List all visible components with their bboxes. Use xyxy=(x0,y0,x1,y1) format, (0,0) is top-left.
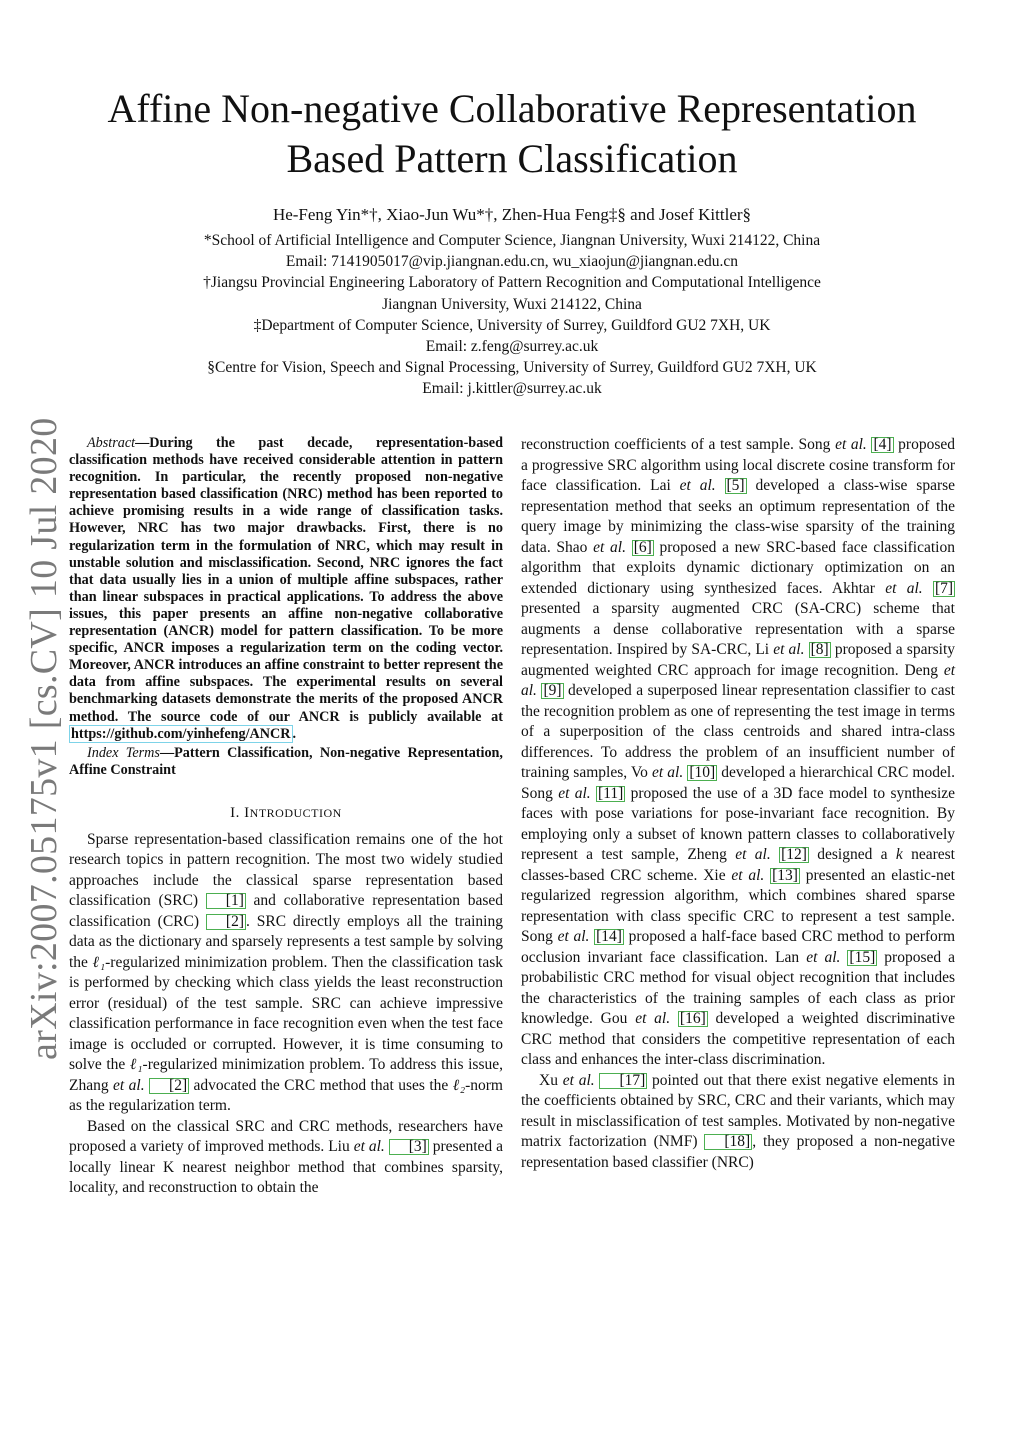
index-terms-text: Pattern Classification, Non-negative Representation, Affine Constraint xyxy=(69,744,503,778)
affiliation-line: †Jiangsu Provincial Engineering Laboratory of Pattern Recognition and Computational Intelligence xyxy=(203,274,821,292)
text-run: Xu xyxy=(539,1071,563,1089)
index-terms: Index Terms—Pattern Classification, Non-negative Representation, Affine Constraint xyxy=(69,744,503,778)
et-al: et al. xyxy=(558,784,591,802)
affiliation-email: Email: j.kittler@surrey.ac.uk xyxy=(422,380,602,398)
et-al: et al. xyxy=(652,764,684,781)
citation-link[interactable]: [4] xyxy=(873,436,892,453)
citation-link[interactable]: [2] xyxy=(149,1078,189,1094)
text-run xyxy=(840,949,847,966)
et-al: et al. xyxy=(521,661,955,699)
text-run: , they proposed a non-negative representation based classifier (NRC) xyxy=(521,1133,955,1171)
et-al: et al. xyxy=(593,538,626,556)
affiliation-line: ‡Department of Computer Science, University of Surrey, Guildford GU2 7XH, UK xyxy=(253,316,771,334)
citation-link[interactable]: [1] xyxy=(206,893,246,909)
k-variable: k xyxy=(895,846,903,863)
text-run: developed a hierarchical CRC model. Song xyxy=(521,764,956,802)
l2-symbol: ℓ₂ xyxy=(452,1076,466,1094)
citation-link[interactable]: [14] xyxy=(596,928,622,945)
text-run: reconstruction coefficients of a test sample. Song xyxy=(521,436,836,453)
citation-link[interactable]: [15] xyxy=(849,948,876,966)
citation-link[interactable]: [18] xyxy=(704,1134,752,1150)
text-run xyxy=(716,477,725,494)
text-run: developed a class-wise sparse representation method that seeks an optimum representation of the query image by minimizing the class-wise sparsity of the training data. Shao xyxy=(521,477,956,556)
citation-link[interactable]: [10] xyxy=(689,764,716,781)
citation-link[interactable]: [12] xyxy=(781,846,807,863)
affiliations xyxy=(0,230,1024,400)
et-al: et al. xyxy=(806,948,841,966)
l1-symbol: ℓ₁ xyxy=(92,953,106,971)
et-al: et al. xyxy=(679,477,716,494)
source-code-link[interactable]: https://github.com/yinhefeng/ANCR xyxy=(71,725,291,742)
section-heading-introduction: I. INTRODUCTION xyxy=(230,804,342,821)
text-run: nearest classes-based CRC scheme. Xie xyxy=(521,846,955,884)
text-run: developed a weighted discriminative CRC method that considers the competitive representation of each class and enhances the inter-class discrimination. xyxy=(521,1010,956,1068)
right-column xyxy=(521,435,955,1173)
citation-link[interactable]: [8] xyxy=(810,641,829,658)
intro-paragraph-2: Based on the classical SRC and CRC methods, researchers have proposed a variety of improved methods. Liu et al. [3] presented a locally linear K nearest neighbor method that combines sparsity, locality, and reconstruction to obtain the xyxy=(69,1117,503,1197)
arxiv-identifier-stamp: arXiv:2007.05175v1 [cs.CV] 10 Jul 2020 xyxy=(23,417,65,1060)
text-run: proposed a new SRC-based face classification algorithm that exploits dynamic dictionary optimization on an extended dictionary using synthesized faces. Akhtar xyxy=(521,538,955,597)
text-run: proposed a sparsity augmented weighted CRC approach for image recognition. Deng xyxy=(521,641,956,679)
text-run: presented a sparsity augmented CRC (SA-CRC) scheme that augments a dense collaborative representation with a sparse representation. Inspired by SA-CRC, Li xyxy=(521,600,955,658)
intro-paragraph-1: Sparse representation-based classification remains one of the hot research topics in pattern recognition. The most two widely studied approaches include the classical sparse representation based classification (SRC) [1] and collaborative representation based classification (CRC) [2] . SRC directly employs all the training data as the dictionary and sparsely represents a test sample by solving the ℓ₁-regularized minimization problem. Then the classification task is performed by checking which class yields the least reconstruction error (residual) of the test sample. SRC can achieve impressive classification performance in face recognition even when the test face image is occluded or corrupted. However, it is time consuming to solve the ℓ₁-regularized minimization problem. To address this issue, Zhang et al. [2] advocated the CRC method that uses the ℓ₂-norm as the regularization term. xyxy=(69,830,503,1115)
text-run: proposed a progressive SRC algorithm using local discrete cosine transform for face classification. Lai xyxy=(521,436,955,494)
text-run: proposed a probabilistic CRC method for visual object recognition that includes the characteristics of the training samples of each class as prior knowledge. Gou xyxy=(521,948,956,1027)
citation-link[interactable]: [7] xyxy=(934,579,954,597)
text-run: designed a xyxy=(808,846,896,863)
text-run xyxy=(771,846,779,863)
affiliation-line: §Centre for Vision, Speech and Signal Processing, University of Surrey, Guildford GU2 7XH, UK xyxy=(207,359,817,377)
intro-paragraph-3 xyxy=(521,435,955,1071)
et-al: et al. xyxy=(835,436,867,453)
left-column xyxy=(69,435,503,1199)
abstract-text: During the past decade, representation-based classification methods have received considerable attention in pattern recognition. In particular, the recently proposed non-negative representation based classification (NRC) method has been reported to achieve promising results in a wide range of classification tasks. However, NRC has two major drawbacks. First, there is no regularization term in the formulation of NRC, which may result in unstable solution and misclassification. Second, NRC ignores the fact that data usually lies in a union of multiple affine subspaces, rather than linear subspaces in practical applications. To address the above issues, this paper presents an affine non-negative collaborative representation (ANCR) model for pattern classification. To be more specific, ANCR imposes a regularization term on the coding vector. Moreover, ANCR introduces an affine constraint to better represent the data from affine subspaces. The experimental results on several benchmarking datasets demonstrate the merits of the proposed ANCR method. The source code of our ANCR is publicly available at xyxy=(69,435,503,725)
citation-link[interactable]: [13] xyxy=(772,866,798,884)
text-run: developed a superposed linear representation classifier to cast the recognition problem as one of representing the test image in terms of a superposition of the class centroids and shared intra-class differences. To address the problem of an insufficient number of training samples, Vo xyxy=(521,682,955,781)
citation-link[interactable]: [9] xyxy=(543,682,562,699)
citation-link[interactable]: [3] xyxy=(389,1139,429,1155)
citation-link[interactable]: [16] xyxy=(679,1010,706,1027)
et-al: et al. xyxy=(773,641,805,658)
text-run: proposed a half-face based CRC method to perform occlusion invariant face classification. Lan xyxy=(521,928,956,966)
intro-paragraph-4 xyxy=(521,1071,955,1174)
author-list: He-Feng Yin*†, Xiao-Jun Wu*†, Zhen-Hua Feng‡§ and Josef Kittler§ xyxy=(272,205,752,224)
citation-link[interactable]: [2] xyxy=(206,914,246,930)
et-al: et al. xyxy=(557,928,590,945)
l1-symbol: ℓ₁ xyxy=(129,1056,143,1074)
affiliation-line: Jiangnan University, Wuxi 214122, China xyxy=(382,295,642,313)
text-run: proposed the use of a 3D face model to synthesize faces with pose variations for pose-invariant face recognition. By employing only a subset of known pattern classes to collaboratively represent a test sample, Zheng xyxy=(521,784,956,863)
index-terms-lead: Index Terms xyxy=(87,744,160,761)
text-run: presented an elastic-net regularized regression algorithm, which combines shared sparse representation with class specific CRC to represent a test sample. Song xyxy=(521,866,955,945)
text-run xyxy=(670,1010,678,1027)
title-line-2: Based Pattern Classification xyxy=(286,136,738,181)
et-al: et al. xyxy=(562,1071,595,1089)
affiliation-email: Email: z.feng@surrey.ac.uk xyxy=(425,338,599,356)
et-al: et al. xyxy=(635,1010,671,1027)
affiliation-email: Email: 7141905017@vip.jiangnan.edu.cn, wu_xiaojun@jiangnan.edu.cn xyxy=(285,253,739,271)
et-al: et al. xyxy=(731,866,765,884)
et-al: et al. xyxy=(885,579,923,597)
affiliation-line: *School of Artificial Intelligence and Computer Science, Jiangnan University, Wuxi 214122, China xyxy=(203,232,821,249)
citation-link[interactable]: [5] xyxy=(726,477,745,494)
et-al: et al. xyxy=(735,846,771,863)
paper-title xyxy=(0,84,1024,184)
text-run xyxy=(923,580,933,597)
text-run: pointed out that there exist negative elements in the coefficients obtained by SRC, CRC and their variants, which may result in misclassification of test samples. Motivated by non-negative matrix factorization (NMF) xyxy=(521,1071,955,1150)
title-line-1: Affine Non-negative Collaborative Representation xyxy=(107,86,917,131)
citation-link[interactable]: [11] xyxy=(598,784,624,802)
citation-link[interactable]: [6] xyxy=(633,538,652,556)
citation-link[interactable]: [17] xyxy=(599,1073,647,1089)
abstract-lead: Abstract xyxy=(87,435,136,451)
abstract: Abstract—During the past decade, representation-based classification methods have received considerable attention in pattern recognition. In particular, the recently proposed non-negative representation based classification (NRC) method has been reported to achieve promising results in a wide range of classification tasks. However, NRC has two major drawbacks. First, there is no regularization term in the formulation of NRC, which may result in unstable solution and misclassification. Second, NRC ignores the fact that data usually lies in a union of multiple affine subspaces, rather than linear subspaces in practical applications. To address the above issues, this paper presents an affine non-negative collaborative representation (ANCR) model for pattern classification. To be more specific, ANCR imposes a regularization term on the coding vector. Moreover, ANCR introduces an affine constraint to better represent the data from affine subspaces. The experimental results on several benchmarking datasets demonstrate the merits of the proposed ANCR method. The source code of our ANCR is publicly available at https://github.com/yinhefeng/ANCR . xyxy=(69,435,503,742)
